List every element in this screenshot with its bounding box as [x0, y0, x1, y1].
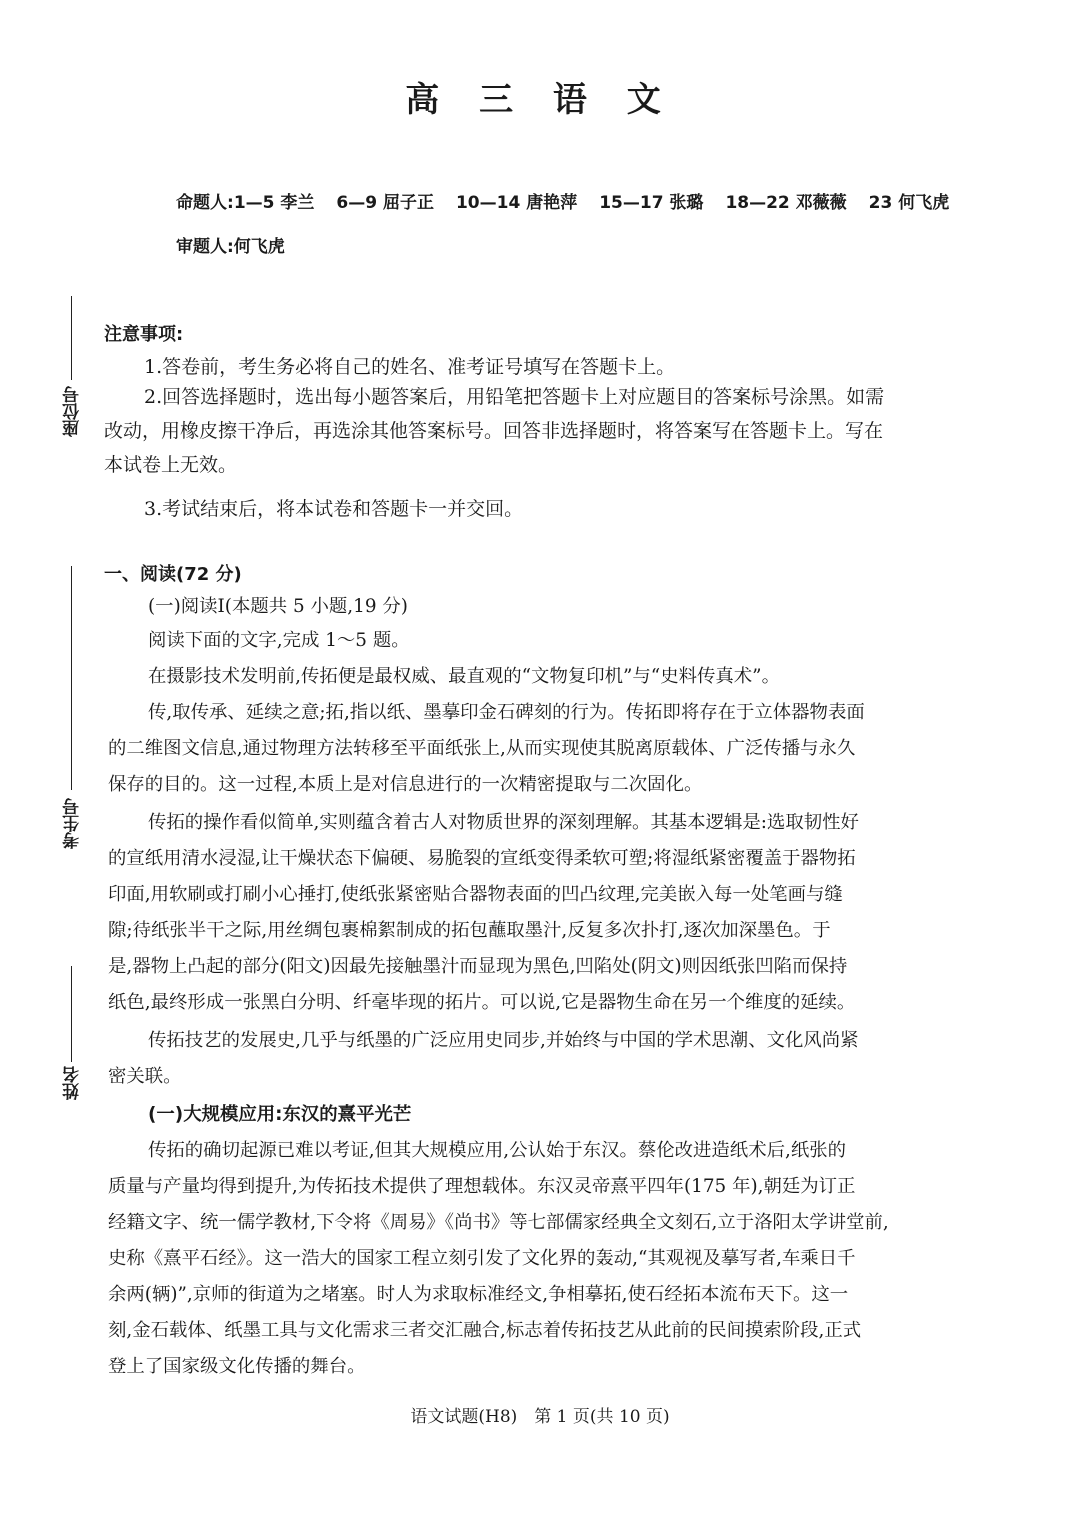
passage-line: 隙;待纸张半干之际,用丝绸包裹棉絮制成的拓包蘸取墨汁,反复多次扑打,逐次加深墨色。于: [108, 920, 831, 941]
passage-line: 登上了国家级文化传播的舞台。: [108, 1356, 366, 1377]
seat-number-rule: [71, 296, 72, 380]
passage-line: 传拓的操作看似简单,实则蕴含着古人对物质世界的深刻理解。其基本逻辑是:选取韧性好: [148, 812, 859, 833]
passage-line: 在摄影技术发明前,传拓便是最权威、最直观的“文物复印机”与“史料传真术”。: [148, 666, 780, 687]
passage-line: 传,取传承、延续之意;拓,指以纸、墨摹印金石碑刻的行为。传拓即将存在于立体器物表面: [148, 702, 865, 723]
page-footer: 语文试题(H8) 第 1 页(共 10 页): [410, 1407, 670, 1427]
passage-line: 传拓技艺的发展史,几乎与纸墨的广泛应用史同步,并始终与中国的学术思潮、文化风尚紧: [148, 1030, 859, 1051]
authors-line: [176, 188, 971, 213]
passage-line: 刻,金石载体、纸墨工具与文化需求三者交汇融合,标志着传拓技艺从此前的民间摸索阶段,正式: [108, 1320, 862, 1341]
name-rule: [71, 966, 72, 1062]
instruction: 阅读下面的文字,完成 1～5 题。: [148, 630, 410, 651]
author-item: 10—14 唐艳萍: [455, 193, 578, 213]
passage-line: 余两(辆)”,京师的街道为之堵塞。时人为求取标准经文,争相摹拓,使石经拓本流布天下。这一: [108, 1284, 849, 1305]
passage-subheading: (一)大规模应用:东汉的熹平光芒: [148, 1104, 412, 1125]
name-label: 姓名: [63, 1066, 83, 1100]
subsection-heading: (一)阅读Ⅰ(本题共 5 小题,19 分): [148, 596, 408, 617]
note-2: 2.回答选择题时，选出每小题答案后，用铅笔把答题卡上对应题目的答案标号涂黑。如需 改动，用橡皮擦干净后，再选涂其他答案标号。回答非选择题时，将答案写在答题卡上。写在 本试卷上无效。: [104, 386, 885, 476]
authors-label: 命题人:: [176, 193, 234, 213]
name-field: [52, 966, 88, 1116]
exam-number-field: [52, 566, 88, 866]
passage-line: 的宣纸用清水浸湿,让干燥状态下偏硬、易脆裂的宣纸变得柔软可塑;将湿纸紧密覆盖于器物拓: [108, 848, 856, 869]
author-item: 1—5 李兰: [233, 193, 315, 213]
passage-line: 保存的目的。这一过程,本质上是对信息进行的一次精密提取与二次固化。: [108, 774, 703, 795]
passage-line: 的二维图文信息,通过物理方法转移至平面纸张上,从而实现使其脱离原载体、广泛传播与永久: [108, 738, 856, 759]
reviewer-line: 审题人:何飞虎: [176, 237, 285, 257]
passage-line: 史称《熹平石经》。这一浩大的国家工程立刻引发了文化界的轰动,“其观视及摹写者,车乘日千: [108, 1248, 856, 1269]
author-item: 6—9 屈子正: [336, 193, 434, 213]
passage-line: 密关联。: [108, 1066, 182, 1087]
notes-title: 注意事项:: [104, 324, 184, 345]
passage-line: 传拓的确切起源已难以考证,但其大规模应用,公认始于东汉。蔡伦改进造纸术后,纸张的: [148, 1140, 846, 1161]
passage-line: 质量与产量均得到提升,为传拓技术提供了理想载体。东汉灵帝熹平四年(175 年),朝廷为订正: [108, 1176, 856, 1197]
exam-number-label: 考生号: [63, 798, 83, 849]
author-item: 18—22 邓薇薇: [725, 193, 847, 213]
passage-line: 是,器物上凸起的部分(阳文)因最先接触墨汁而显现为黑色,凹陷处(阴文)则因纸张凹陷而保持: [108, 956, 848, 977]
seat-number-label: 座位号: [63, 386, 83, 437]
section-heading: 一、阅读(72 分): [104, 564, 242, 585]
note-3: 3.考试结束后，将本试卷和答题卡一并交回。: [144, 498, 524, 520]
seat-number-field: [52, 296, 88, 476]
page-title: 高 三 语 文: [405, 80, 675, 120]
exam-number-rule: [71, 566, 72, 790]
passage-line: 印面,用软刷或打刷小心捶打,使纸张紧密贴合器物表面的凹凸纹理,完美嵌入每一处笔画与缝: [108, 884, 843, 905]
author-item: 23 何飞虎: [868, 193, 950, 213]
author-item: 15—17 张璐: [599, 193, 704, 213]
passage-line: 纸色,最终形成一张黑白分明、纤毫毕现的拓片。可以说,它是器物生命在另一个维度的延续。: [108, 992, 856, 1013]
passage-line: 经籍文字、统一儒学教材,下令将《周易》《尚书》等七部儒家经典全文刻石,立于洛阳太学讲堂前,: [108, 1212, 889, 1233]
note-1: 1.答卷前，考生务必将自己的姓名、准考证号填写在答题卡上。: [144, 356, 676, 378]
